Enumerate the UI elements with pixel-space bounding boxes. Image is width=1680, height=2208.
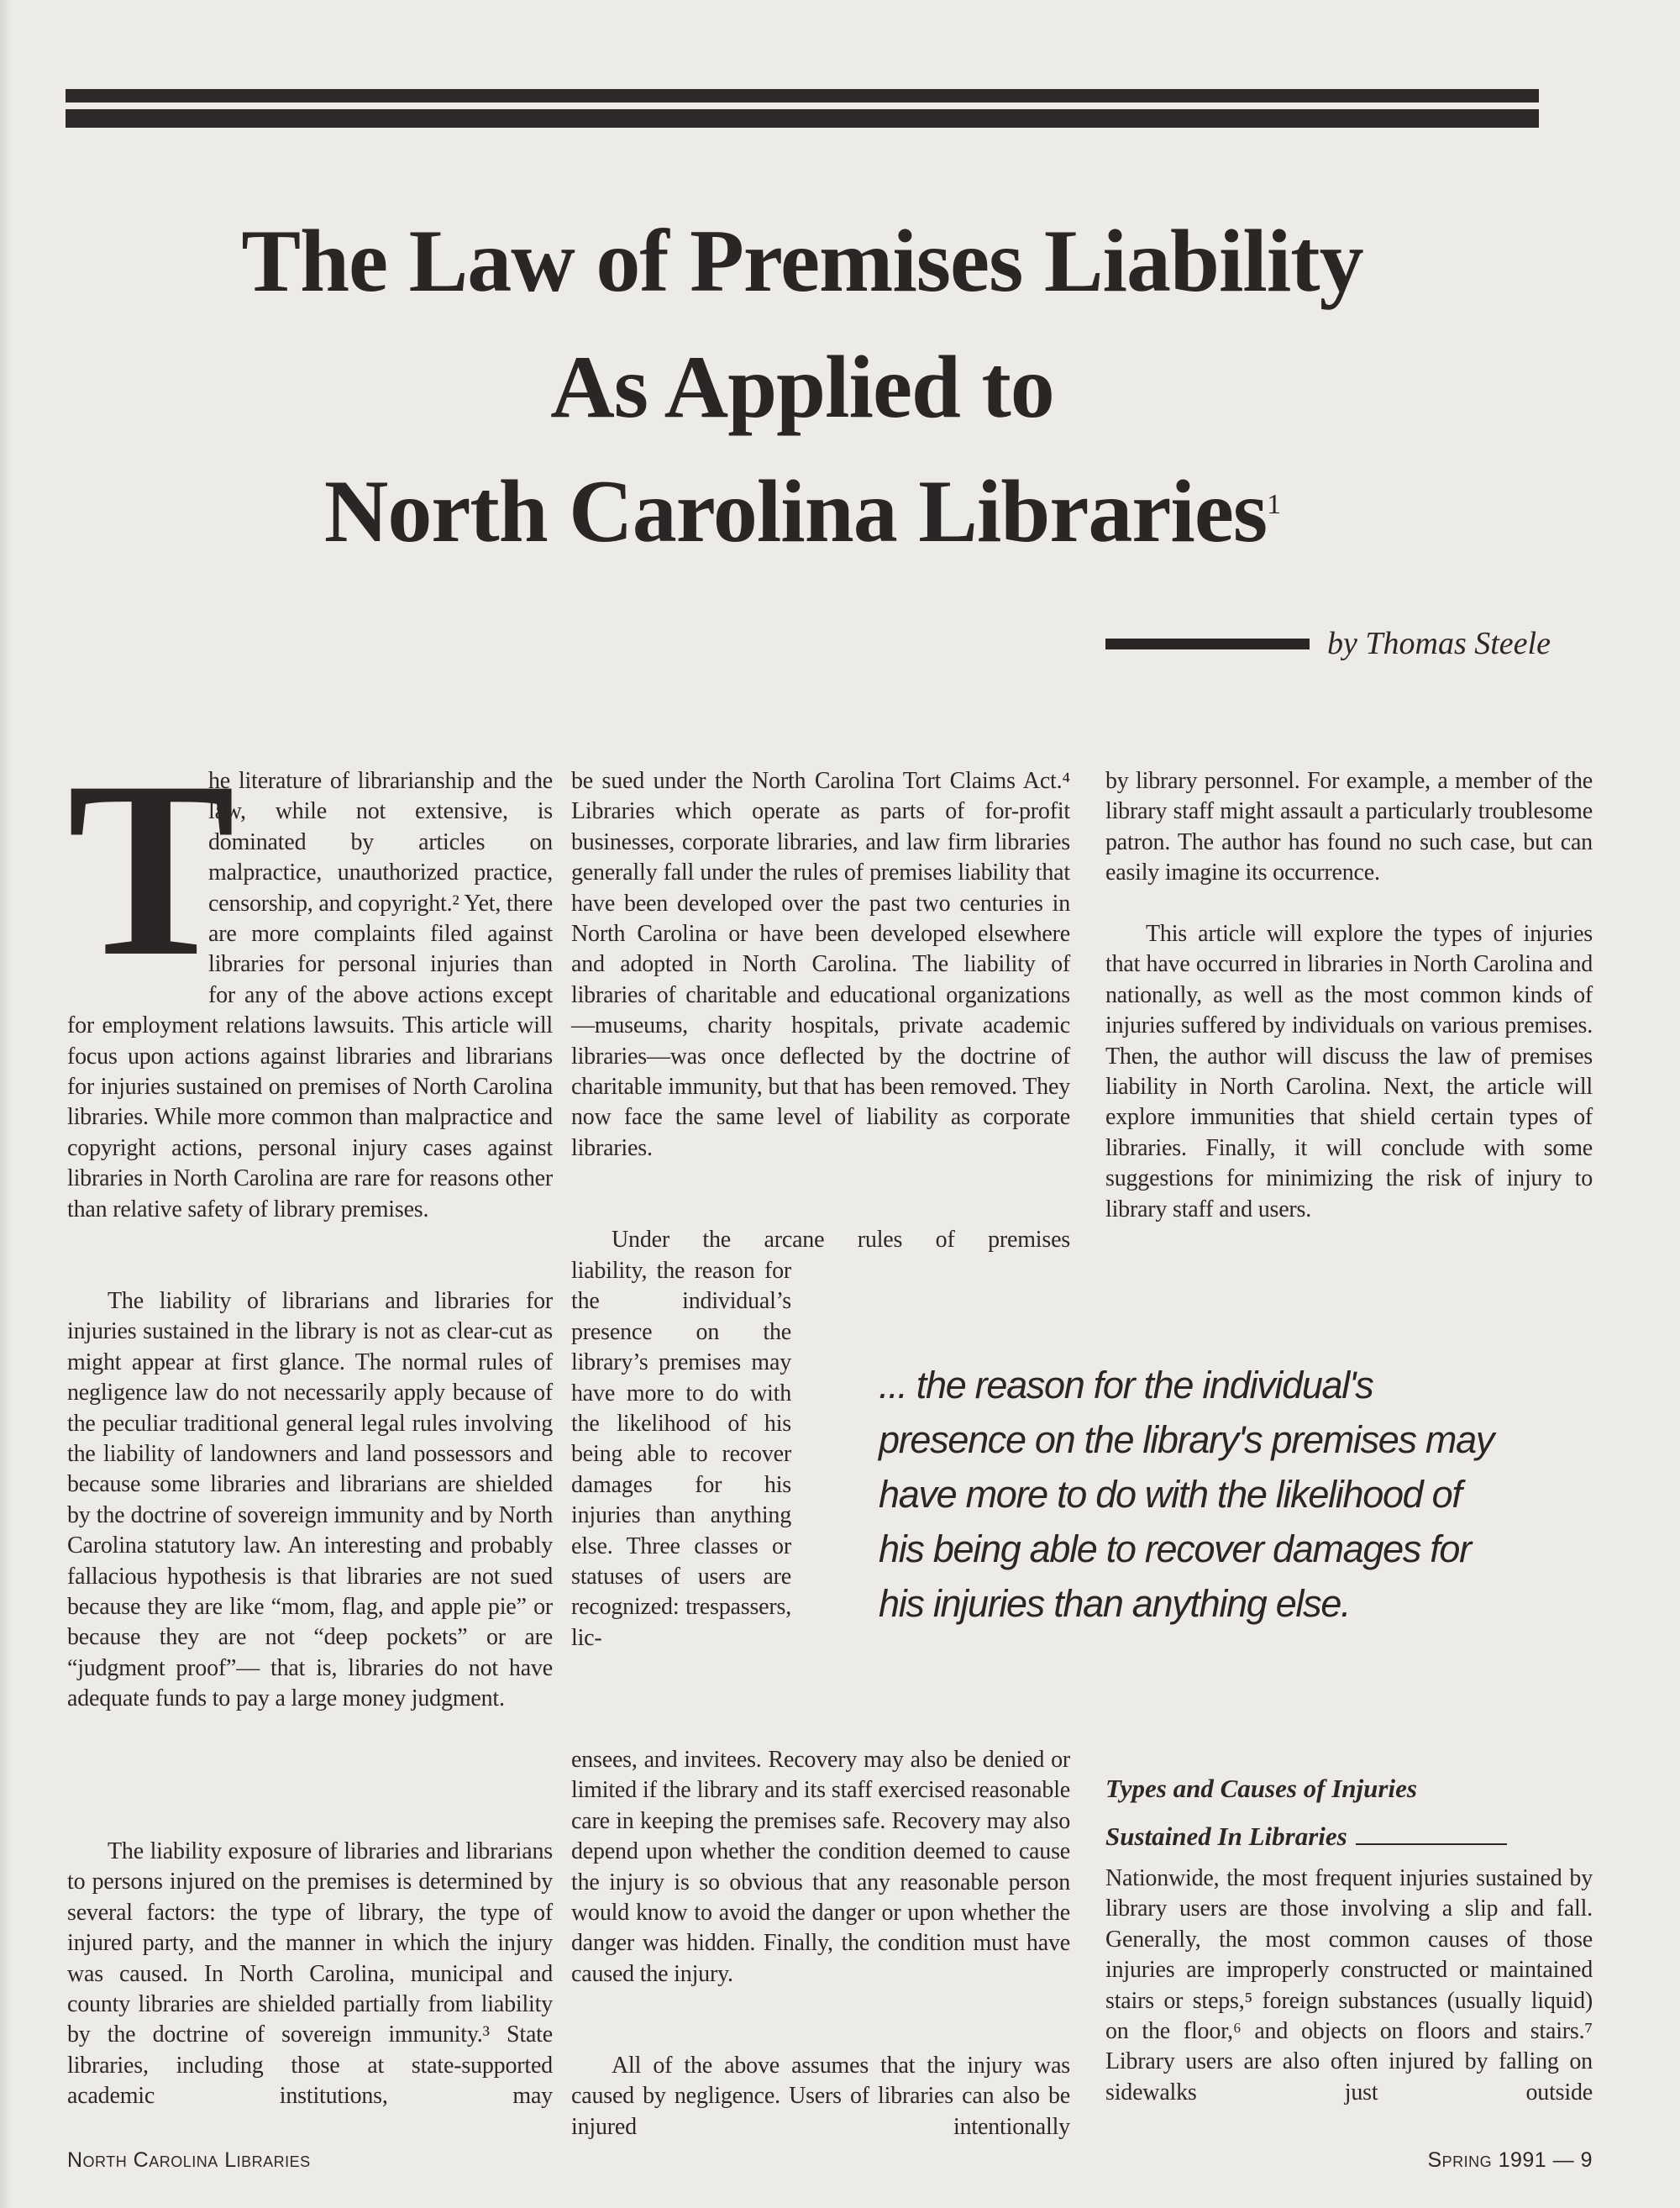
byline: by Thomas Steele: [1327, 626, 1551, 661]
column3-paragraph-1: by library personnel. For example, a member of the library staff might assault a particularly troublesome patron. The author has found no such case, but can easily imagine its occurrence.: [1105, 768, 1593, 886]
footer-issue-page: Spring 1991 — 9: [1427, 2148, 1593, 2172]
paragraph-text: he literature of librarianship and the law, while not extensive, is dominated by articles on malpractice, unauthorized practice, censorship, and copyright.² Yet, there are more complaints filed against libraries for personal injuries than for any of the above actions except for employment relations lawsuits. This article will focus upon actions against libraries and librarians for injuries sustained on premises of North Carolina libraries. While more common than malpractice and copyright actions, personal injury cases against libraries in North Carolina are rare for reasons other than relative safety of library premises.: [67, 768, 553, 1222]
pull-quote-line: presence on the library's premises may: [879, 1418, 1494, 1461]
section-heading-line-2: [1105, 1812, 1593, 1860]
column1-paragraph-2: The liability of librarians and libraries for injuries sustained in the library is not as clear-cut as might appear at first glance. The normal rules of negligence law do not necessarily apply because of the peculiar traditional general legal rules involving the liability of landowners and land possessors and because some libraries and librarians are shielded by the doctrine of sovereign immunity and by North Carolina statutory law. An interesting and probably fallacious hypothesis is that libraries are not sued because they are like “mom, flag, and apple pie” or because they are not “deep pockets” or are “judgment proof”— that is, libraries do not have adequate funds to pay a large money judgment.: [67, 1288, 553, 1712]
article-title-line-3: [0, 450, 1604, 572]
heading-text: Sustained In Libraries: [1105, 1822, 1347, 1851]
pull-quote-line: his being able to recover damages for: [879, 1527, 1471, 1570]
column2-paragraph-2-narrow: liability, the reason for the individual’s presence on the library’s premises may have more to do with the likelihood of his being able to recover damages for his injuries than anything else. Three classes or statuses of users are recognized: trespassers, lic-: [571, 1258, 791, 1651]
pull-quote-line: ... the reason for the individual's: [879, 1364, 1373, 1406]
pull-quote: [879, 1358, 1618, 1631]
pull-quote-line: have more to do with the likelihood of: [879, 1473, 1462, 1516]
drop-cap: T: [67, 729, 235, 1008]
article-title-line-2: As Applied to: [550, 338, 1054, 436]
header-rule-thick: [66, 109, 1539, 128]
column3-paragraph-2: This article will explore the types of injuries that have occurred in libraries in North Carolina and nationally, as well as the most common kinds of injuries suffered by individuals on various premises. Then, the author will discuss the law of premises liability in North Carolina. Next, the article will explore immunities that shield certain types of libraries. Finally, it will conclude with some suggestions for minimizing the risk of injury to library staff and users.: [1105, 921, 1593, 1222]
column3-paragraph-3: Nationwide, the most frequent injuries sustained by library users are those involving a slip and fall. Generally, the most common causes of those injuries are improperly constructed or maintained stairs or steps,⁵ foreign substances (usually liquid) on the floor,⁶ and objects on floors and stairs.⁷ Library users are also often injured by falling on sidewalks just outside: [1105, 1865, 1593, 2105]
pull-quote-line: his injuries than anything else.: [879, 1582, 1351, 1625]
heading-rule: [1356, 1843, 1507, 1845]
byline-rule: [1105, 639, 1310, 649]
column2-paragraph-2-end: ensees, and invitees. Recovery may also be denied or limited if the library and its staff exercised reasonable care in keeping the premises safe. Recovery may also depend upon whether the condition deemed to cause the injury is so obvious that any reasonable person would know to avoid the danger or upon whether the danger was hidden. Finally, the condition must have caused the injury.: [571, 1747, 1070, 1987]
title-footnote-mark: 1: [1267, 489, 1281, 520]
section-heading: [1105, 1764, 1593, 1860]
column2-paragraph-1: be sued under the North Carolina Tort Claims Act.⁴ Libraries which operate as parts of for-profit businesses, corporate libraries, and law firm libraries generally fall under the rules of premises liability that have been developed over the past two centuries in North Carolina or have been developed elsewhere and adopted in North Carolina. The liability of libraries of charitable and educational organizations—museums, charity hospitals, private academic libraries—was once deflected by the doctrine of charitable immunity, but that has been removed. They now face the same level of liability as corporate libraries.: [571, 768, 1070, 1161]
article-title-line-1: The Law of Premises Liability: [241, 212, 1363, 310]
column1-paragraph-3: The liability exposure of libraries and librarians to persons injured on the premises is determined by several factors: the type of library, the type of injured party, and the manner in which the injury was caused. In North Carolina, municipal and county libraries are shielded partially from liability by the doctrine of sovereign immunity.³ State libraries, including those at state-supported academic institutions, may: [67, 1838, 553, 2110]
header-rule-thin: [66, 89, 1539, 103]
section-heading-line-1: Types and Causes of Injuries: [1105, 1774, 1417, 1803]
title-text: North Carolina Libraries: [323, 462, 1268, 560]
footer-publication: North Carolina Libraries: [67, 2148, 311, 2172]
column1-paragraph-1: [67, 729, 553, 1225]
column2-paragraph-2-start: Under the arcane rules of premises: [612, 1227, 1070, 1253]
column2-paragraph-3: All of the above assumes that the injury was caused by negligence. Users of libraries can also be injured intentionally: [571, 2053, 1070, 2140]
